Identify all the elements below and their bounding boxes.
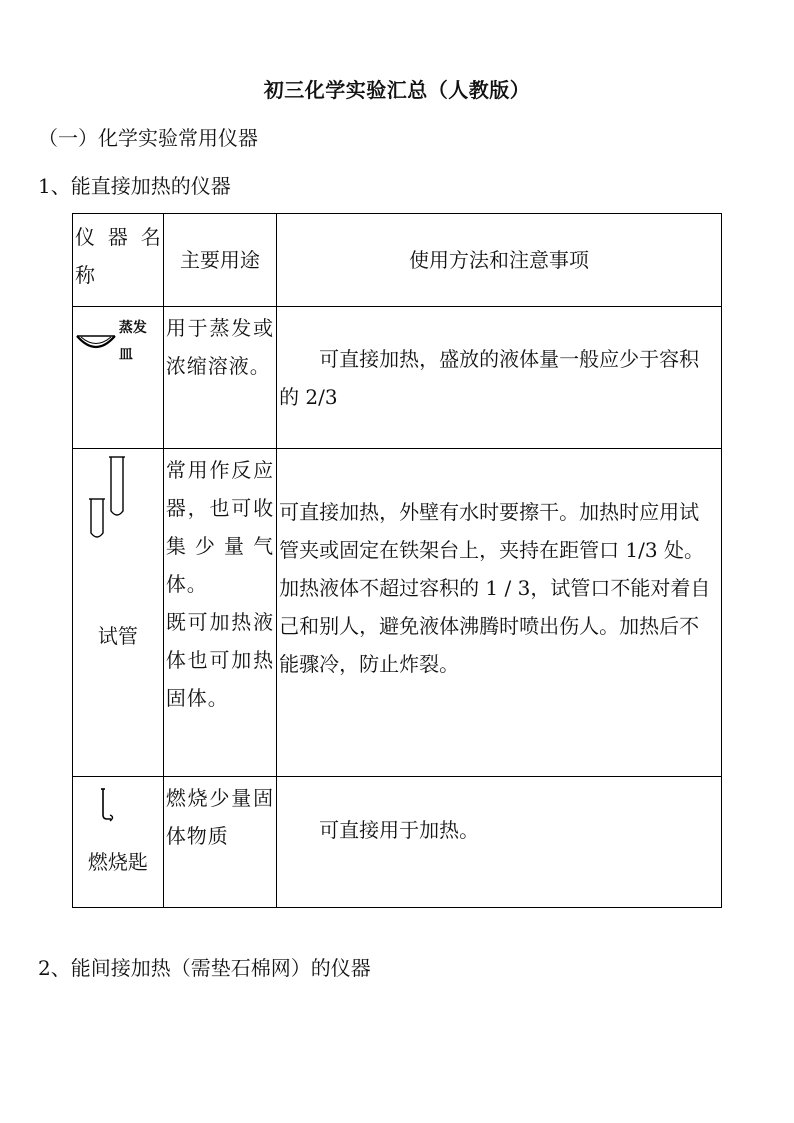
use-cell: 燃烧少量固体物质: [163, 777, 276, 908]
table-row: [73, 307, 722, 449]
table-row: [73, 777, 722, 908]
subsection-heading-direct-heating: 1、能直接加热的仪器: [38, 174, 231, 198]
use-cell: [163, 449, 276, 777]
notes-cell: 可直接用于加热。: [277, 777, 722, 908]
header-usage-notes: 使用方法和注意事项: [277, 214, 722, 307]
subsection-heading-indirect-heating: 2、能间接加热（需垫石棉网）的仪器: [38, 956, 371, 980]
instrument-cell-combustion-spoon: [73, 777, 164, 908]
use-text-primary: 常用作反应器，也可收集少量气体。: [165, 458, 275, 596]
table-row: [73, 449, 722, 777]
use-cell: 用于蒸发或浓缩溶液。: [163, 307, 276, 449]
instrument-table: [72, 213, 722, 908]
notes-cell: 可直接加热，外壁有水时要擦干。加热时应用试管夹或固定在铁架台上，夹持在距管口 1/3 处。加热液体不超过容积的 1 / 3，试管口不能对着自己和别人，避免液体沸腾时喷出伤人。加热后不能骤冷，防止炸裂。: [277, 449, 722, 777]
use-text-secondary: 既可加热液体也可加热固体。: [165, 610, 275, 710]
instrument-name: 燃烧匙: [87, 850, 148, 874]
combustion-spoon-icon: [97, 787, 117, 823]
header-instrument-name: 仪 器 名 称: [73, 214, 164, 307]
document-title: 初三化学实验汇总（人教版）: [263, 78, 531, 102]
evaporating-dish-icon: [75, 332, 117, 352]
instrument-cell-test-tube: [73, 449, 164, 777]
instrument-name: 试管: [97, 624, 138, 648]
section-heading: （一）化学实验常用仪器: [38, 126, 258, 150]
header-main-use: 主要用途: [163, 214, 276, 307]
instrument-cell-evaporating-dish: [73, 307, 164, 449]
test-tube-icon: [87, 455, 137, 547]
notes-cell: 可直接加热，盛放的液体量一般应少于容积的 2/3: [277, 307, 722, 449]
evaporating-dish-label: 蒸发皿: [118, 320, 147, 363]
table-header-row: [73, 214, 722, 307]
